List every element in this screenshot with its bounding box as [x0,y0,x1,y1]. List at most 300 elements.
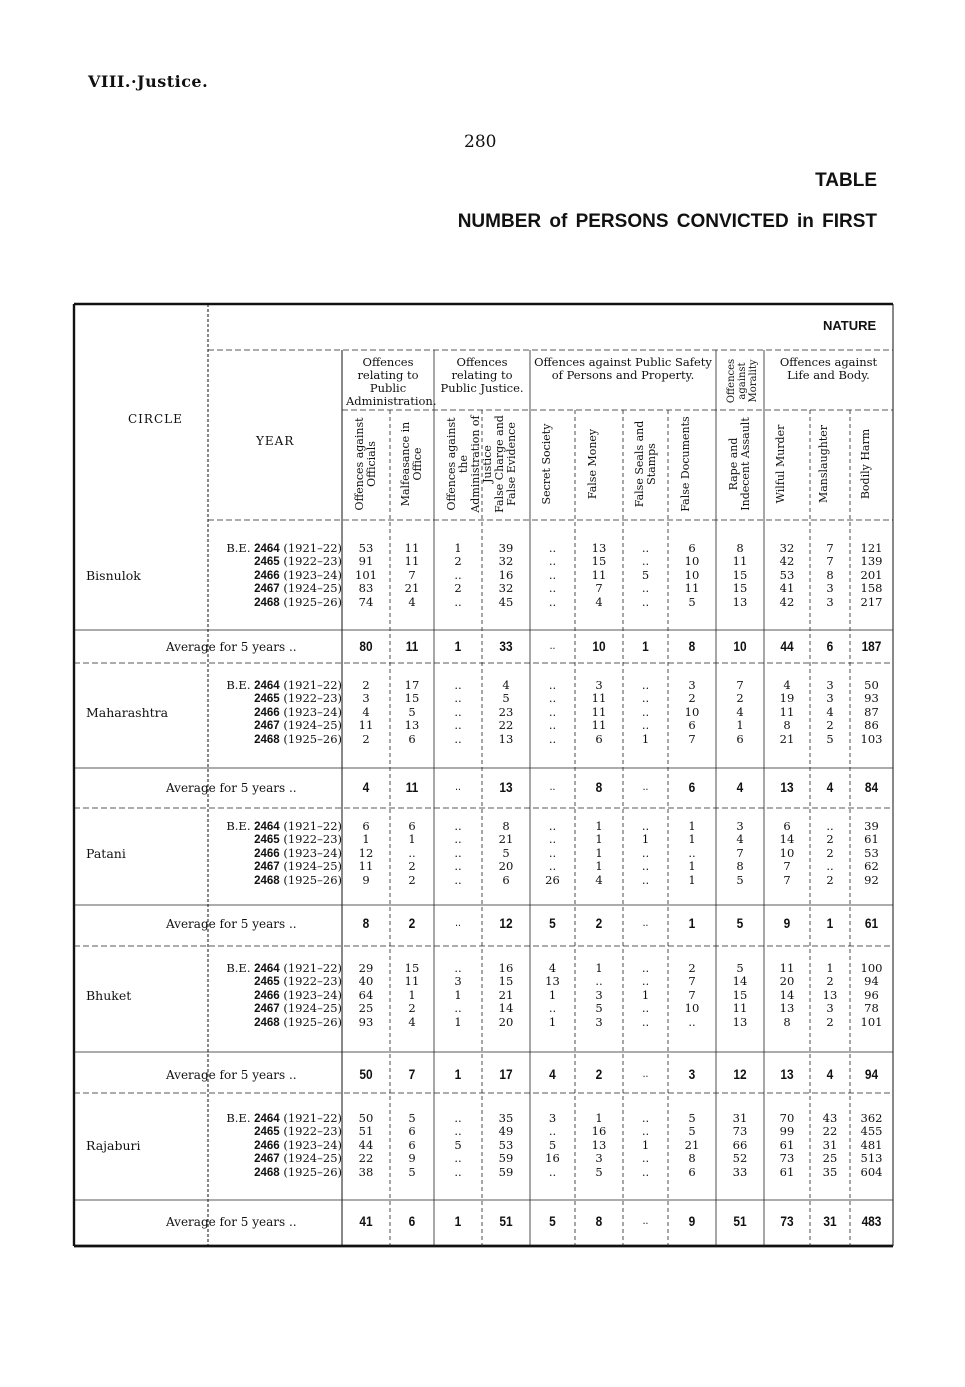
circle-name: Bhuket [86,987,132,1003]
table-cell: 11 [404,541,420,555]
table-cell: 1 [688,859,696,874]
table-cell: 3 [595,1014,603,1029]
table-cell: .. [641,1124,650,1139]
table-cell: 20 [779,974,795,989]
year-period: (1924–25) [279,859,342,874]
year-number: 2467 [254,1153,280,1166]
year-line [210,596,342,610]
table-cell: 17 [404,678,420,692]
table-cell: 9 [362,872,370,887]
average-label: Average for 5 years .. [166,1068,297,1082]
year-period: (1922–23) [279,1124,342,1139]
table-cell: .. [641,1014,650,1029]
table-cell: 45 [498,594,514,609]
table-cell: 2 [688,691,696,706]
average-cell: .. [642,1213,649,1227]
table-cell: 61 [779,1164,795,1179]
table-cell: 362 [860,1111,883,1125]
table-cell: 13 [732,1014,748,1029]
average-label: Average for 5 years .. [166,917,297,931]
table-cell: 4 [783,678,791,692]
table-cell: 70 [779,1111,795,1125]
year-number: 2467 [254,583,280,596]
average-cell: 1 [688,915,696,931]
circle-header: CIRCLE [128,412,183,426]
year-period: (1924–25) [279,581,342,596]
table-cell: 3 [688,678,696,692]
table-cell: 5 [688,1124,696,1139]
column-header: False Documents [679,416,692,512]
table-cell: 2 [826,832,834,847]
average-cell: 6 [408,1213,416,1229]
table-cell: 6 [736,731,744,746]
table-cell: 21 [779,731,795,746]
table-cell: .. [548,691,557,706]
table-cell: 1 [641,731,650,746]
table-cell: 2 [826,845,834,860]
column-header: Rape and Indecent Assault [727,417,752,511]
year-period: (1921–22) [279,961,342,975]
table-cell: .. [548,594,557,609]
circle-name: Bisnulok [86,567,141,583]
table-cell: 2 [826,872,834,887]
table-cell: 66 [732,1137,748,1152]
table-cell: 50 [358,1111,374,1125]
average-cell: 1 [826,915,834,931]
year-number: 2468 [254,733,280,746]
year-prefix: B.E. [226,541,255,555]
table-cell: 5 [688,1111,696,1125]
circle-name: Patani [86,845,126,861]
year-period: (1923–24) [279,567,342,582]
average-cell: 5 [549,1213,556,1229]
table-cell: 94 [864,974,879,989]
year-period: (1924–25) [279,1151,342,1166]
table-cell: 455 [860,1124,883,1139]
table-cell: 87 [864,704,879,719]
table-cell: .. [548,832,557,847]
year-period: (1922–23) [279,832,342,847]
average-cell: 4 [549,1066,556,1082]
table-cell: 7 [783,859,791,874]
circle-name: Rajaburi [86,1137,141,1153]
table-cell: 39 [864,819,879,833]
average-cell: 9 [688,1213,696,1229]
table-cell: 22 [822,1124,838,1139]
table-cell: 31 [822,1137,838,1152]
table-cell: 31 [732,1111,748,1125]
table-cell: 12 [358,845,374,860]
table-cell: 7 [826,554,834,569]
table-cell: 6 [688,541,696,555]
average-cell: 4 [826,1066,834,1082]
table-cell: 1 [641,1137,650,1152]
average-cell: 1 [454,1213,462,1229]
year-period: (1925–26) [279,1164,342,1179]
year-period: (1923–24) [279,987,342,1002]
table-cell: 10 [684,554,700,569]
year-line [210,733,342,747]
year-number: 2465 [254,693,280,706]
year-number: 2467 [254,720,280,733]
year-number: 2467 [254,861,280,874]
table-cell: 1 [362,832,370,847]
table-cell: 10 [684,704,700,719]
average-cell: 44 [780,638,794,654]
table-cell: 6 [595,731,603,746]
table-cell: 5 [736,961,744,975]
year-number: 2467 [254,1003,280,1016]
column-header: Offences against the Administration of Justice [445,415,494,513]
table-cell: .. [454,678,462,692]
column-header: Wilful Murder [774,424,787,504]
column-header: False Money [586,428,599,500]
table-cell: 2 [408,1001,416,1016]
average-cell: 51 [499,1213,513,1229]
table-cell: .. [548,581,557,596]
table-cell: 11 [732,1001,748,1016]
year-period: (1925–26) [279,731,342,746]
table-cell: .. [454,819,462,833]
year-period: (1922–23) [279,554,342,569]
column-header: False Charge and False Evidence [493,415,518,513]
table-cell: 32 [498,581,514,596]
table-cell: 42 [779,554,795,569]
table-cell: 3 [548,1111,557,1125]
table-cell: 7 [688,987,696,1002]
table-cell: 29 [358,961,374,975]
table-cell: 7 [688,974,696,989]
average-cell: 10 [733,638,747,654]
table-cell: 32 [779,541,795,555]
table-cell: 16 [498,567,514,582]
table-cell: .. [641,872,650,887]
average-cell: 4 [362,779,370,795]
table-cell: 5 [548,1137,557,1152]
table-cell: 86 [864,718,879,733]
year-period: (1924–25) [279,1001,342,1016]
table-cell: .. [454,567,462,582]
year-number: 2466 [254,706,280,719]
year-period: (1923–24) [279,1137,342,1152]
table-cell: 1 [595,819,603,833]
table-cell: .. [454,718,462,733]
average-cell: 10 [592,638,606,654]
average-cell: 13 [780,1066,794,1082]
average-cell: 94 [864,1066,879,1082]
table-cell: 1 [688,872,696,887]
column-header: Malfeasance in Office [399,421,424,507]
year-number: 2468 [254,874,280,887]
table-cell: 5 [408,1111,416,1125]
table-cell: .. [595,974,603,989]
year-number: 2465 [254,834,280,847]
table-cell: 11 [404,554,420,569]
table-cell: 11 [591,691,607,706]
group-header: Offences relating to Public Administration. [346,355,437,408]
table-cell: 13 [779,1001,795,1016]
table-cell: 7 [736,678,744,692]
table-subtitle: NUMBER of PERSONS CONVICTED in FIRST [457,211,877,232]
table-cell: 4 [362,704,370,719]
table-cell: 73 [779,1151,795,1166]
table-cell: 21 [498,832,514,847]
year-number: 2465 [254,976,280,989]
average-cell: 8 [688,638,696,654]
table-cell: 6 [688,1164,696,1179]
column-header: False Seals and Stamps [632,420,658,508]
table-cell: .. [641,594,650,609]
average-cell: 7 [408,1066,416,1082]
year-line [210,874,342,888]
table-cell: 139 [860,554,883,569]
table-cell: 604 [860,1164,883,1179]
table-cell: 83 [358,581,374,596]
table-cell: 15 [591,554,607,569]
table-cell: 4 [502,678,510,692]
table-cell: 50 [864,678,879,692]
table-cell: 4 [826,704,834,719]
table-cell: 15 [404,961,420,975]
table-cell: .. [641,819,650,833]
table-cell: 217 [860,594,883,609]
average-cell: 8 [595,1213,603,1229]
average-label: Average for 5 years .. [166,1215,297,1229]
average-cell: 5 [549,915,556,931]
section-label: VIII.·Justice. [88,72,209,91]
table-cell: 53 [498,1137,514,1152]
table-cell: 52 [732,1151,748,1166]
table-cell: 3 [595,678,603,692]
average-cell: 5 [736,915,744,931]
table-cell: 96 [864,987,879,1002]
average-cell: 73 [780,1213,794,1229]
table-cell: 7 [688,731,696,746]
table-cell: .. [641,1164,650,1179]
table-cell: 2 [362,731,370,746]
average-cell: .. [642,915,649,929]
table-cell: 11 [591,567,607,582]
table-cell: .. [548,678,557,692]
table-cell: .. [454,832,462,847]
average-cell: 2 [408,915,416,931]
table-cell: 5 [502,691,510,706]
average-cell: 4 [826,779,834,795]
year-period: (1925–26) [279,872,342,887]
table-cell: 1 [641,987,650,1002]
year-period: (1922–23) [279,691,342,706]
table-cell: 10 [779,845,795,860]
table-cell: 13 [822,987,838,1002]
table-cell: 3 [595,987,603,1002]
table-cell: 1 [548,1014,557,1029]
table-cell: 5 [408,1164,416,1179]
average-cell: 51 [733,1213,747,1229]
year-number: 2466 [254,847,280,860]
table-cell: 1 [595,859,603,874]
table-cell: 2 [408,859,416,874]
table-cell: 3 [826,691,834,706]
table-cell: 2 [362,678,370,692]
table-cell: 16 [545,1151,560,1166]
table-cell: 8 [826,567,834,582]
table-cell: 8 [783,718,791,733]
table-cell: 11 [358,718,374,733]
year-number: 2468 [254,1166,280,1179]
table-cell: 101 [355,567,377,582]
table-title: TABLE [815,170,877,191]
table-cell: .. [641,845,650,860]
table-cell: 1 [641,832,650,847]
table-cell: 3 [454,974,462,989]
table-cell: 5 [502,845,510,860]
table-cell: 5 [688,594,696,609]
table-cell: 32 [498,554,514,569]
average-cell: 6 [826,638,834,654]
table-cell: 7 [736,845,744,860]
table-cell: .. [826,819,834,833]
table-cell: 2 [688,961,696,975]
average-cell: 13 [499,779,513,795]
table-cell: .. [641,541,650,555]
average-cell: 41 [359,1213,373,1229]
column-header: Bodily Harm [858,428,872,500]
table-cell: .. [548,541,557,555]
table-cell: .. [548,819,557,833]
average-cell: 13 [780,779,794,795]
year-number: 2464 [254,963,280,975]
table-cell: 53 [779,567,795,582]
table-cell: 1 [454,541,462,555]
table-cell: .. [454,1151,462,1166]
table-cell: .. [641,691,650,706]
circle-name: Maharashtra [86,704,169,720]
column-header: Offences against Officials [353,417,378,511]
table-cell: 11 [591,718,607,733]
table-cell: 3 [826,678,834,692]
table-cell: 6 [502,872,510,887]
table-cell: 2 [826,1014,834,1029]
year-number: 2464 [254,680,280,692]
table-cell: .. [641,1001,650,1016]
year-period: (1921–22) [279,541,342,555]
table-cell: 7 [595,581,603,596]
average-cell: 1 [454,638,462,654]
table-cell: 2 [736,691,744,706]
average-cell: 12 [499,915,513,931]
table-cell: 6 [783,819,791,833]
table-cell: 61 [779,1137,795,1152]
column-header: Secret Society [539,423,553,505]
year-header: YEAR [256,434,295,448]
table-cell: 2 [454,554,462,569]
table-cell: 6 [688,718,696,733]
table-cell: .. [641,581,650,596]
table-cell: 1 [454,1014,462,1029]
table-cell: 11 [732,554,748,569]
table-cell: .. [641,678,650,692]
table-cell: .. [548,704,557,719]
page-number: 280 [464,132,497,152]
table-cell: .. [641,554,650,569]
table-cell: 14 [779,987,795,1002]
table-cell: 49 [498,1124,514,1139]
table-cell: 11 [779,704,795,719]
table-cell: .. [641,718,650,733]
table-cell: 1 [595,832,603,847]
year-prefix: B.E. [226,678,255,692]
table-cell: 5 [408,704,416,719]
table-cell: 39 [498,541,514,555]
table-cell: 53 [864,845,879,860]
table-cell: 2 [826,718,834,733]
average-cell: .. [642,1066,649,1080]
table-cell: 7 [783,872,791,887]
average-cell: 6 [688,779,696,795]
table-cell: 2 [454,581,462,596]
table-cell: 59 [498,1164,514,1179]
table-cell: .. [548,845,557,860]
average-cell: .. [455,915,461,929]
table-cell: 11 [404,974,420,989]
table-cell: 13 [732,594,748,609]
average-cell: 2 [595,1066,603,1082]
average-cell: 8 [595,779,603,795]
year-prefix: B.E. [226,819,255,833]
year-period: (1924–25) [279,718,342,733]
table-cell: 42 [779,594,795,609]
table-cell: 121 [860,541,883,555]
average-cell: 11 [405,779,419,795]
average-cell: 187 [861,638,882,654]
table-cell: 8 [502,819,510,833]
year-line [210,1166,342,1180]
table-cell: 3 [826,581,834,596]
table-cell: 4 [736,832,744,847]
year-period: (1922–23) [279,974,342,989]
average-cell: 12 [733,1066,747,1082]
table-cell: 20 [498,859,514,874]
table-cell: 2 [408,872,416,887]
table-cell: 11 [779,961,795,975]
average-cell: 2 [595,915,603,931]
table-cell: .. [454,1111,462,1125]
table-cell: 3 [595,1151,603,1166]
year-number: 2465 [254,1126,280,1139]
table-cell: 103 [860,731,883,746]
table-cell: 3 [826,594,834,609]
table-cell: 4 [408,1014,416,1029]
year-period: (1923–24) [279,845,342,860]
table-cell: 1 [595,1111,603,1125]
table-cell: 1 [595,961,603,975]
table-cell: 16 [591,1124,607,1139]
table-cell: 73 [732,1124,748,1139]
year-number: 2466 [254,989,280,1002]
table-cell: 7 [826,541,834,555]
table-cell: 22 [498,718,514,733]
year-number: 2466 [254,569,280,582]
table-cell: 92 [864,872,879,887]
table-cell: 101 [860,1014,883,1029]
average-cell: 61 [864,915,879,931]
table-cell: 51 [358,1124,374,1139]
table-cell: .. [454,872,462,887]
table-cell: 1 [548,987,557,1002]
table-cell: .. [641,1111,650,1125]
table-cell: 8 [736,541,744,555]
table-cell: .. [454,859,462,874]
